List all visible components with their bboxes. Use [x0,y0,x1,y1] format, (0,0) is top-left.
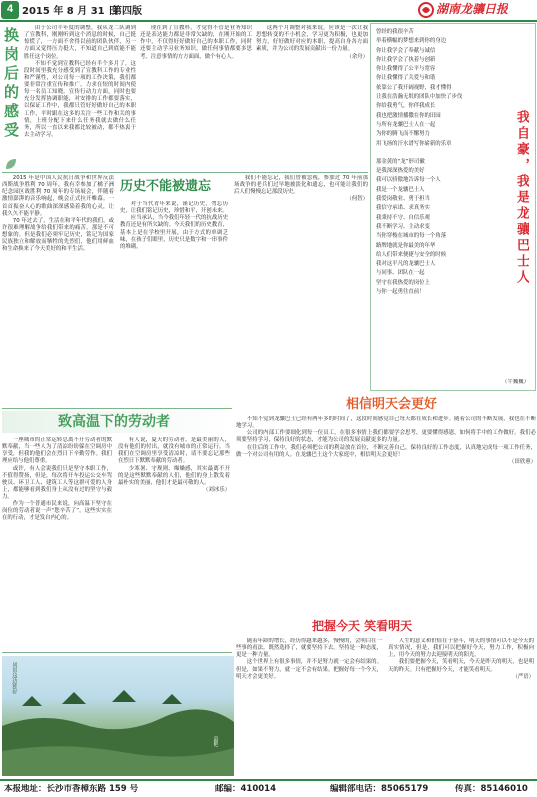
poem-line: 依靠公了我开阔视野，我才懂得 [376,84,452,91]
article4-title: 相信明天会更好 [346,397,438,412]
photo-label: 风景这边独好 [11,662,17,695]
poem-line: 我秉持不守、自信乐观 [376,214,430,221]
footer-fax: 传真：85146010 [455,784,528,794]
poem-line: 当你穿梭在城市的每一个角落 [376,233,447,240]
poem-line: 我也把激情播撒在你的田园 [376,112,441,119]
divider [2,172,368,173]
article4-para1: 不知不觉到龙骧巴士已经有两年多的时间了，这段时间感觉自己每天都在成长和进步。随着公司的不断发展，我也在不断地学习。 [236,416,536,430]
article1-author: （余舟） [346,53,368,60]
poem-line: 你给我勇气，你伴我成长 [376,103,436,110]
divider [2,652,232,653]
article3-para3: 作为一个普通市民来说，向高温下坚守在岗位的劳动者说一声“您辛苦了”，这些实实在在的行动，才是发自内心的。 [2,501,112,522]
page-number: 4 [6,3,14,15]
poem-line: 你让我懂得了公平与宽容 [376,66,436,73]
article3-title: 致高温下的劳动者 [58,414,170,430]
dragon-logo-icon [418,1,434,19]
article3-para5: 少寒暑、守规则、爆燥感，其实最离不开的是这些默默奉献的人们，他们的身上散发着最朴实的美丽，他们才是最可敬的人。 [118,465,230,486]
article2 [2,175,368,405]
poem-title: 我自豪，我是龙骧巴士人 [514,110,529,286]
article4-author: （田欣蕙） [509,458,536,465]
poem-line: 为你的腾飞而不懈努力 [376,131,430,138]
article4 [236,394,536,616]
article5-para1: 随着年龄的增长，经历得越来越多，慢慢的，会明白在一些事的看法。既然选择了，就要坚持下去。坚持是一种态度，更是一种力量。 [236,638,382,659]
poem-line: 给人们带来便捷与安全的时候 [376,251,447,258]
poem-line [376,149,491,158]
leaf-icon [4,157,18,171]
poem-line: 举着横幅的梦想来到你的身边 [376,38,447,45]
poem-line: 我爱岗敬业、勇于担当 [376,196,430,203]
poem-line: 与同事、团队在一起 [376,270,425,277]
poem-lines [376,28,491,383]
article5-para3: 人生的意义和价值在于奋斗，明天的事情可以不是今天的真实情况，但是，我们可以把握好今天，努力工作，积极向上，用今天的努力去迎接明天的阳光。 [388,638,534,659]
masthead-logo [418,0,530,20]
article5 [236,618,536,778]
article5-col1 [236,638,382,776]
article3-para4: 有人说，夏天的劳动者，是最美丽的人，没有他们的付出，就没有城市的正常运行。当我们在空调房里享受清凉时，请不要忘记那些在烈日下默默奉献的劳动者。 [118,437,230,465]
article2-para4: 应当承认，当今我们年轻一代的抗战历史教育还是有所欠缺的。今天我们的历史教育，基本上是在学校里开展，由于方式的单调乏味，在孩子们眼里，历史只是数字和一串事件的堆砌。 [120,215,228,250]
article4-para3: 在往后的工作中，我们必须把公司的利益放在首位，不断完善自己，保持良好的工作态度，认真地完成每一项工作任务，做一个对公司有用的人。在龙骧巴士这个大家庭中，相信明天会更好！ [236,444,536,458]
article3 [2,411,232,651]
sidebar-title-box [2,25,20,175]
article4-para2: 公司的内部工作要细化到每一位员工，在很多事情上我们都要学会思考，更要懂得感恩，如何将手中的工作做好。我们必须要坚持学习，保持良好的状态，才能为公司的发展贡献更多的力量。 [236,430,536,444]
poem-line: 你让我学会了奉献与诚信 [376,47,436,54]
poem-box [370,23,536,391]
header-rule [0,20,537,22]
article2-col1 [2,175,114,405]
article1-col1 [24,25,136,169]
header-bar [0,0,537,22]
article1-col3 [256,25,368,169]
article3-col2 [118,437,230,649]
article3-para2: 或许，有人会说我们只是坚守本职工作，不值得赞扬，但是，每次将开车投运公交车驾驶员、环卫工人、建筑工人等这群可爱的人身上，都能够看到我们身上从没有过的坚守与毅力。 [2,465,112,500]
article4-body [236,416,536,614]
poem-line: 用飞扬的汗水谱写你崭新的乐章 [376,140,452,147]
poem-line: 我对这平凡的龙骧巴士人 [376,261,436,268]
poem-line: 我可以骄傲地告诉每一个人 [376,177,441,184]
article5-col2 [388,638,534,776]
article2-para2: 70 年过去了，生活在和平年代的我们，或许很难理解战争给我们带来的痛苦，那是不可想象的。但是我们必须牢记历史，铭记为国家民族独立和解放而牺牲的先烈们，他们用鲜血和生命换来了今天美好的和平生活。 [2,217,114,253]
article3-author: （刘冰乐） [203,486,230,493]
article2-col2 [120,201,228,401]
poem-line: 路牌地就是你最美的年华 [376,242,436,249]
poem-line: 与你一起勇往直前！ [376,289,425,296]
photo [2,656,234,776]
issue-date: 2015 年 8 月 31 日 [22,6,119,17]
poem-line: 我信守承诺、求真务实 [376,205,430,212]
poem-line: 与所有龙骧巴士人在一起 [376,121,436,128]
article2-para3: 对于当代青年来说，谨记历史，勿忘历史，让我们铭记历史，珍惜和平，开创未来。 [120,201,228,215]
poem-line: 曾经的我很辛苦 [376,29,414,35]
poem-line: 那金黄的“龙”形司徽 [376,158,425,165]
article2-title: 历史不能被遗忘 [120,179,212,194]
poem-line: 让我在浩瀚无垠的团队中加快了步伐 [376,94,463,101]
article1-para1: 由于公司半年度的调整，我从龙二队调到了宣教科，刚刚听到这个消息的时候，自己挺惊慌了，一方面不舍得以前的团队伙伴，另一方面又觉得压力挺大，不知道自己到底能不能胜任这个岗位。 [24,25,136,60]
landscape-photo-icon [2,656,234,776]
poem-line: 你让我学会了执着与创新 [376,56,436,63]
poem-line: 我不断学习、主动求变 [376,223,430,230]
poem-line: 坚守在我热爱的岗位上 [376,279,430,286]
footer [0,779,537,797]
article1-col2 [140,25,252,169]
article2-author: （何智） [346,196,368,203]
poem-line: 你让我懂得了关爱与和谐 [376,75,436,82]
divider [2,408,232,409]
article3-para1: 一座城市的正常运转总离不开劳动者的默默奉献，当一些人为了清凉纷纷躲在空调房中享受，但我的他们会在烈日下辛勤劳作。我们理应给与他们尊重。 [2,437,112,465]
article1-para3: 这两个月调整对我来说，应该是一次让我思想转变的不小机会，学习更为积极，也更加努力，好好做好对应的本职，提高自身各方面素质，并为公司的发展贡献出一份力量。 [256,25,368,53]
article2-para5: 我们不能忘记，我们曾被忽视，参加过 70 年前那场战争的老兵们过早地被淡化和遗忘，也可能让我们的后人们慢慢忘记那段历史。 [234,175,368,196]
article5-author: （严语） [512,673,534,680]
article1 [24,25,369,169]
poem-line: 我是一个龙骧巴士人 [376,186,425,193]
masthead-title: 湖南龙骧日报 [436,2,509,16]
footer-address: 本报地址：长沙市香樟东路 159 号 [4,784,139,794]
sidebar-title: 换岗后的感受 [2,27,20,141]
edition-label: 第四版 [112,6,142,17]
photo-credit: 袁艳 [212,736,218,747]
article3-col1 [2,437,112,649]
article1-para2b: 现在到了宣教科，才觉得不管是业务知识还是表达能力都是非常欠缺的，在刚开始的工作中，不仅得好好做好自己的本职工作，同时还要主动学习业务知识，做任何事情都要多思考，注意事情的方方面面，做个有心人。 [140,25,252,60]
article1-para2: 不知不觉到宣教科已经有半个多月了，这段时间里我充分感受到了宣教科工作的专业性和严谨性，对公司每一项的工作决策，我们都要非常注重宣传和推广，力求在短的时间内使每一名员工知晓。宣传行动力方面，同时也要充分发挥协调职能，对安排的工作都要落实，以保证工作中，我都只管好好做好自己的本职工作，平时跟在这多的关注一些工作和关的事情，上班分配下来什么任务我就去做什么任务，所以一直以来我都比较被动，都不热衷于去主动学习。 [24,60,136,138]
article5-para4: 我们要把握今天，笑看明天，今天是昨天的明天，也是明天的昨天。只有把握好今天，才能笑看明天。 [388,659,534,673]
article2-col3 [234,175,368,405]
poem-author: （牛巍巍） [502,379,529,385]
article5-title: 把握今天 笑看明天 [312,619,413,633]
footer-postcode: 邮编：410014 [215,784,276,794]
footer-phone: 编辑部电话：85065179 [330,784,429,794]
article5-para2: 这个世界上有很多事情，并不是努力就一定会有结果的。但是，如果不努力，就一定不会有结果。把握好每一个今天，明天才会更美好。 [236,659,382,680]
article2-para1: 2015 年是中国人民抗日战争和世界反法西斯战争胜利 70 周年。我有幸参加了橘子洲纪念园区战胜利 70 周年的专场展会，伴随着激情澎湃的音乐响起，晚会正式拉开帷幕。一首首振奋人心的歌曲深深感染着我的心灵，让我久久不能平静。 [2,175,114,217]
poem-line: 是我深深热爱的美好 [376,168,425,175]
